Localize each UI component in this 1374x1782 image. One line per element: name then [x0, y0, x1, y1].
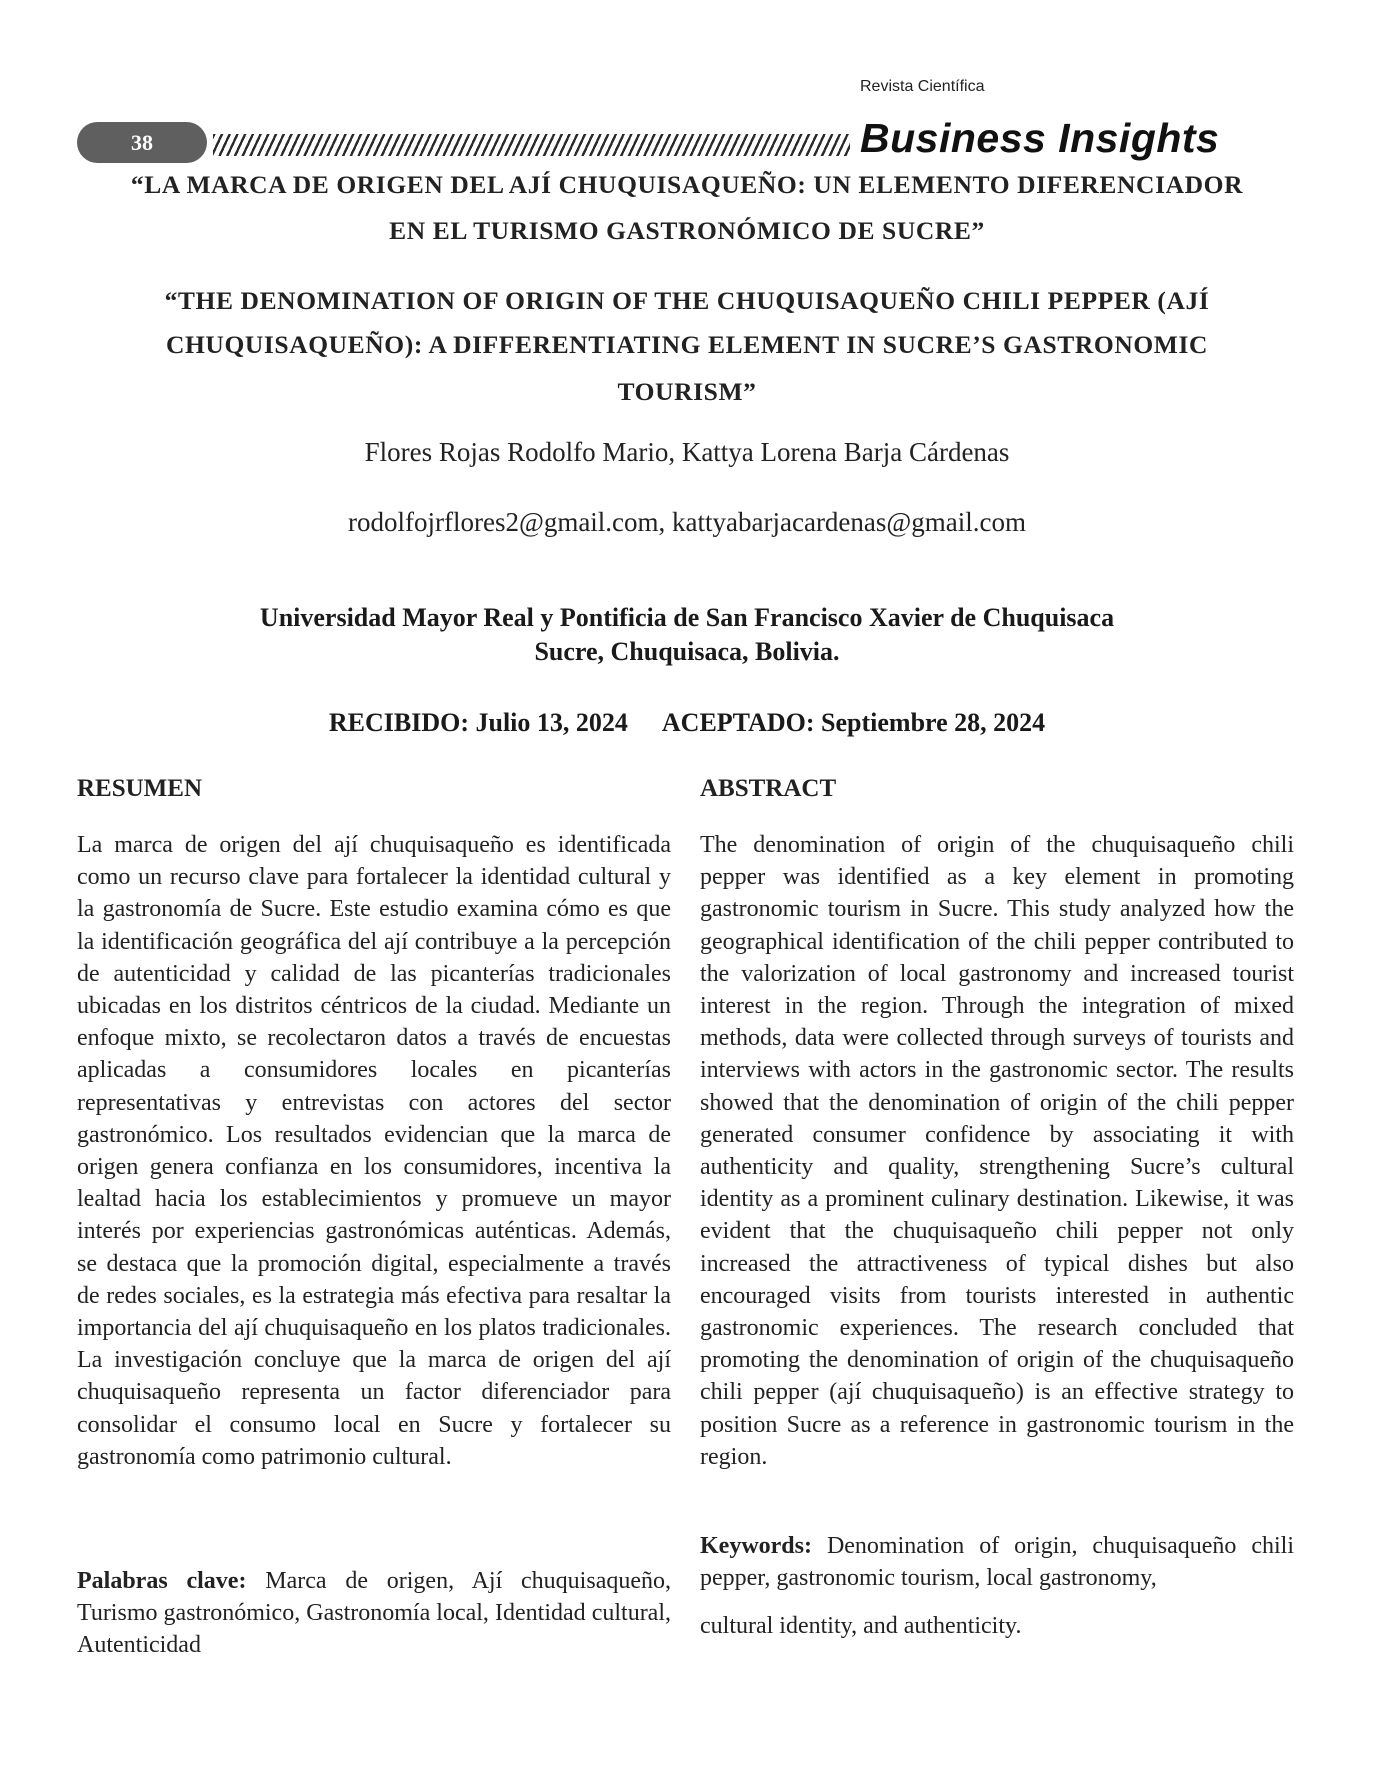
page-number-badge: 38 [77, 122, 207, 163]
header-hatch-rule [213, 134, 850, 156]
abstract-body: The denomination of origin of the chuquisaqueño chili pepper was identified as a key element in promoting gastronomic tourism in Sucre. This study analyzed how the geographical identification of the chili pepper contributed to the valorization of local gastronomy and increased tourist interest in the region. Through the integration of mixed methods, data were collected through surveys of tourists and interviews with actors in the gastronomic sector. The results showed that the denomination of origin of the chili pepper generated consumer confidence by associating it with authenticity and quality, strengthening Sucre’s cultural identity as a prominent culinary destination. Likewise, it was evident that the chuquisaqueño chili pepper not only increased the attractiveness of typical dishes but also encouraged visits from tourists interested in authentic gastronomic experiences. The research concluded that promoting the denomination of origin of the chuquisaqueño chili pepper (ají chuquisaqueño) is an effective strategy to position Sucre as a reference in gastronomic tourism in the region. [700, 832, 1294, 1470]
palabras-clave [77, 1565, 671, 1662]
title-es-line-2: EN EL TURISMO GASTRONÓMICO DE SUCRE” [389, 216, 985, 245]
submission-dates [80, 708, 1294, 738]
authors: Flores Rojas Rodolfo Mario, Kattya Lorena Barja Cárdenas [364, 437, 1010, 467]
accepted-date: ACEPTADO: Septiembre 28, 2024 [661, 708, 1046, 737]
received-date: RECIBIDO: Julio 13, 2024 [328, 708, 628, 737]
palabras-clave-label: Palabras clave: [77, 1568, 247, 1594]
title-en-line-2: CHUQUISAQUEÑO): A DIFFERENTIATING ELEMENT IN SUCRE’S GASTRONOMIC [165, 330, 1208, 359]
author-emails: rodolfojrflores2@gmail.com, kattyabarjacardenas@gmail.com [348, 507, 1026, 537]
palabras-clave-list: Marca de origen, Ají chuquisaqueño, Turismo gastronómico, Gastronomía local, Identidad cultural, Autenticidad [77, 1568, 671, 1659]
keywords-label: Keywords: [700, 1533, 812, 1559]
keywords [700, 1530, 1294, 1594]
journal-kicker: Revista Científica [860, 78, 985, 95]
title-en-line-3: TOURISM” [617, 377, 757, 406]
title-en-line-1: “THE DENOMINATION OF ORIGIN OF THE CHUQUISAQUEÑO CHILI PEPPER (AJÍ [164, 286, 1210, 315]
journal-title: Business Insights [860, 115, 1220, 161]
keywords-continued: cultural identity, and authenticity. [700, 1613, 1022, 1639]
resumen-body: La marca de origen del ají chuquisaqueño es identificada como un recurso clave para fortalecer la identidad cultural y la gastronomía de Sucre. Este estudio examina cómo es que la identificación geográfica del ají contribuye a la percepción de autenticidad y calidad de las picanterías tradicionales ubicadas en los distritos céntricos de la ciudad. Mediante un enfoque mixto, se recolectaron datos a través de encuestas aplicadas a consumidores locales en picanterías representativas y entrevistas con actores del sector gastronómico. Los resultados evidencian que la marca de origen genera confianza en los consumidores, incentiva la lealtad hacia los establecimientos y promueve un mayor interés por experiencias gastronómicas auténticas. Además, se destaca que la promoción digital, especialmente a través de redes sociales, es la estrategia más efectiva para resaltar la importancia del ají chuquisaqueño en los platos tradicionales. La investigación concluye que la marca de origen del ají chuquisaqueño representa un factor diferenciador para consolidar el consumo local en Sucre y fortalecer su gastronomía como patrimonio cultural. [77, 832, 671, 1470]
affiliation-line-2: Sucre, Chuquisaca, Bolivia. [534, 637, 840, 666]
keywords-list: Denomination of origin, chuquisaqueño chili pepper, gastronomic tourism, local gastronomy, [700, 1533, 1294, 1592]
resumen-heading: RESUMEN [77, 775, 203, 802]
affiliation-line-1: Universidad Mayor Real y Pontificia de San Francisco Xavier de Chuquisaca [259, 603, 1115, 632]
title-es-line-1: “LA MARCA DE ORIGEN DEL AJÍ CHUQUISAQUEÑO: UN ELEMENTO DIFERENCIADOR [130, 170, 1244, 199]
abstract-heading: ABSTRACT [700, 775, 837, 802]
